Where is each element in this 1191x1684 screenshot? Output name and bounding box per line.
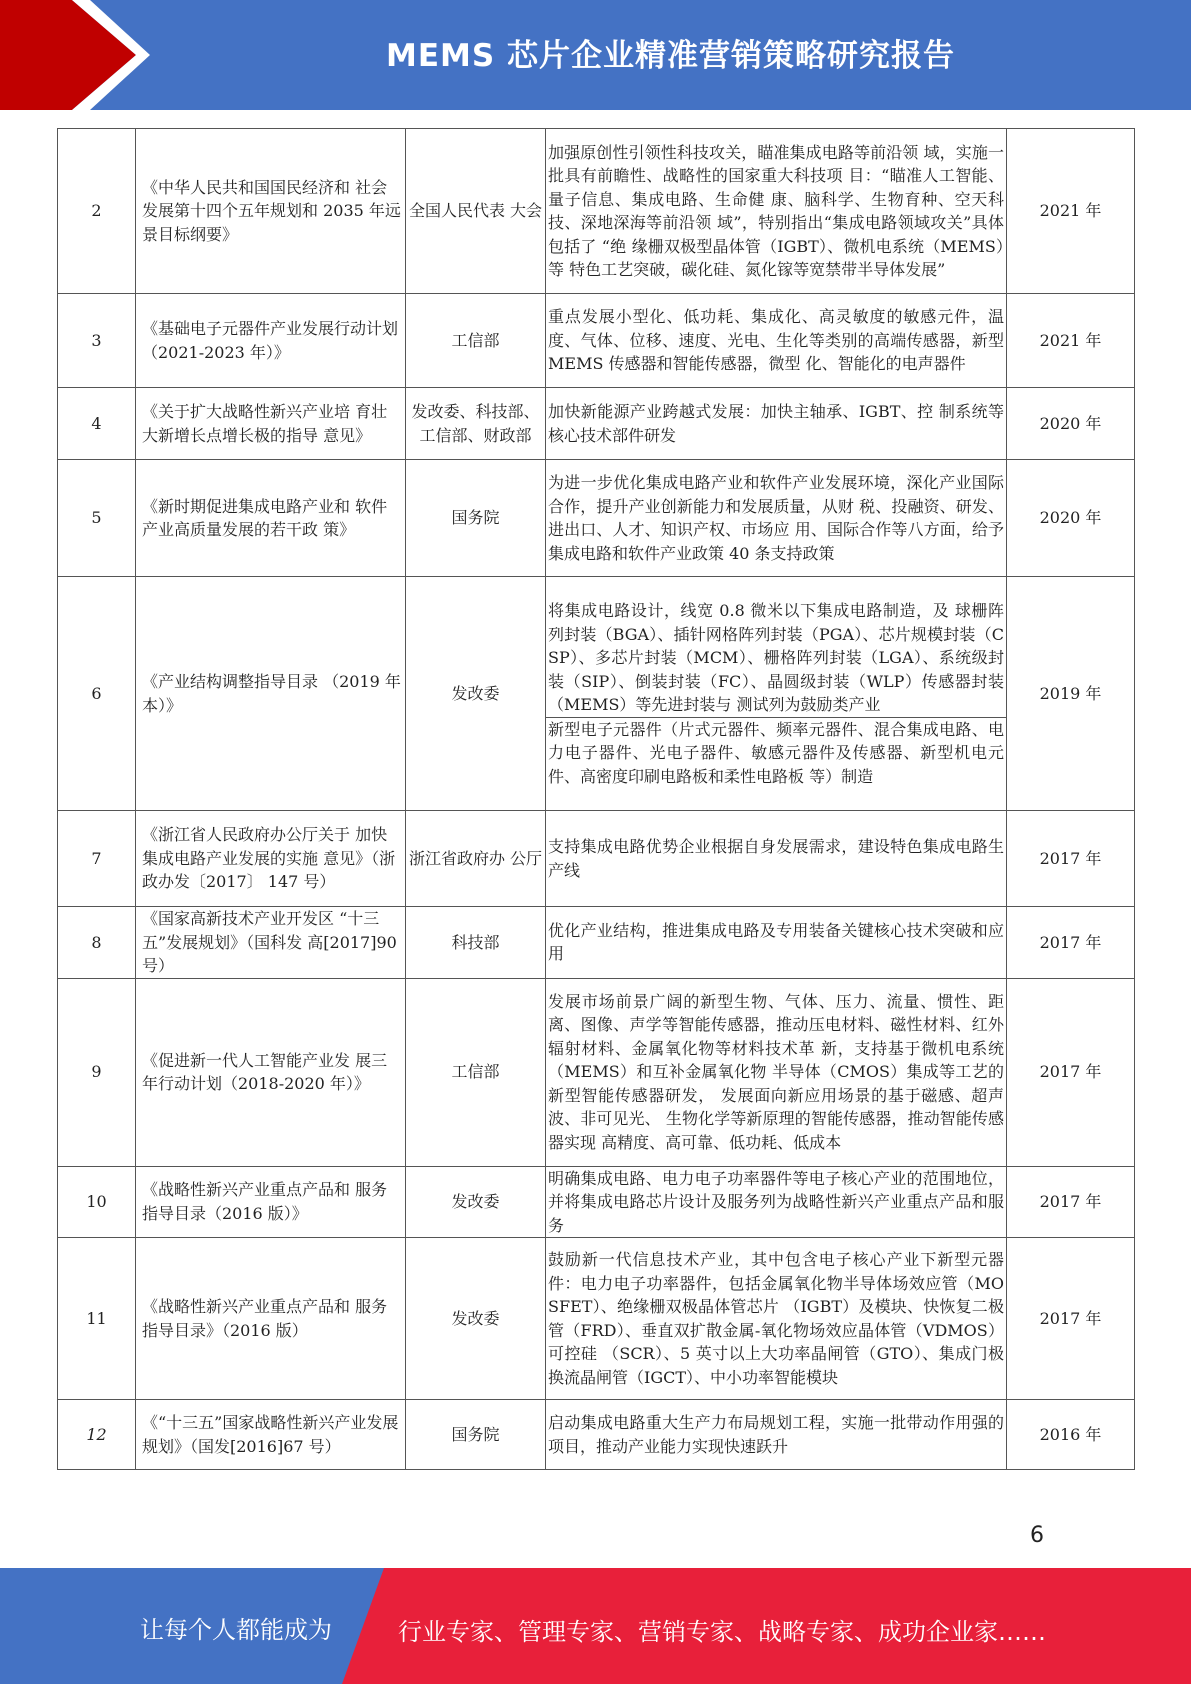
policy-table [57, 128, 1135, 1470]
policy-content: 优化产业结构，推进集成电路及专用装备关键核心技术突破和应用 [546, 907, 1007, 979]
policy-year: 2017 年 [1007, 811, 1135, 907]
policy-year: 2020 年 [1007, 388, 1135, 460]
policy-content: 启动集成电路重大生产力布局规划工程，实施一批带动作用强的项目，推动产业能力实现快速跃升 [546, 1400, 1007, 1470]
row-number: 9 [58, 978, 136, 1166]
row-number: 11 [58, 1238, 136, 1400]
issuing-body: 发改委 [406, 1238, 546, 1400]
policy-document: 《关于扩大战略性新兴产业培 育壮大新增长点增长极的指导 意见》 [136, 388, 406, 460]
policy-content: 加快新能源产业跨越式发展：加快主轴承、IGBT、控 制系统等核心技术部件研发 [546, 388, 1007, 460]
policy-content [546, 577, 1007, 811]
policy-content: 为进一步优化集成电路产业和软件产业发展环境，深化产业国际合作，提升产业创新能力和发展质量，从财 税、投融资、研发、进出口、人才、知识产权、市场应 用、国际合作等八方面，给予集成电路和软件产业政策 40 条支持政策 [546, 460, 1007, 577]
row-number: 5 [58, 460, 136, 577]
table-row [58, 460, 1135, 577]
policy-document: 《浙江省人民政府办公厅关于 加快集成电路产业发展的实施 意见》（浙政办发〔2017〕 147 号） [136, 811, 406, 907]
issuing-body: 科技部 [406, 907, 546, 979]
row-number: 3 [58, 294, 136, 388]
row-number: 10 [58, 1166, 136, 1238]
policy-content: 鼓励新一代信息技术产业，其中包含电子核心产业下新型元器件：电力电子功率器件，包括金属氧化物半导体场效应管（MOSFET）、绝缘栅双极晶体管芯片 （IGBT）及模块、快恢复二极管（FRD）、垂直双扩散金属-氧化物场效应晶体管（VDMOS）可控硅 （SCR）、5 英寸以上大功率晶闸管（GTO）、集成门极 换流晶闸管（IGCT）、中小功率智能模块 [546, 1238, 1007, 1400]
policy-content: 重点发展小型化、低功耗、集成化、高灵敏度的敏感元件，温度、气体、位移、速度、光电、生化等类别的高端传感器，新型 MEMS 传感器和智能传感器，微型 化、智能化的电声器件 [546, 294, 1007, 388]
policy-content: 发展市场前景广阔的新型生物、气体、压力、流量、惯性、距离、图像、声学等智能传感器，推动压电材料、磁性材料、红外辐射材料、金属氧化物等材料技术革 新，支持基于微机电系统（MEMS）和互补金属氧化物 半导体（CMOS）集成等工艺的新型智能传感器研发， 发展面向新应用场景的基于磁感、超声波、非可见光、 生物化学等新原理的智能传感器，推动智能传感器实现 高精度、高可靠、低功耗、低成本 [546, 978, 1007, 1166]
table-row [58, 907, 1135, 979]
row-number: 7 [58, 811, 136, 907]
header-banner [0, 0, 1191, 110]
table-row [58, 978, 1135, 1166]
policy-content: 加强原创性引领性科技攻关，瞄准集成电路等前沿领 域，实施一批具有前瞻性、战略性的国家重大科技项 目：“瞄准人工智能、量子信息、集成电路、生命健 康、脑科学、生物育种、空天科技、深地深海等前沿领 域”，特别指出“集成电路领域攻关”具体包括了 “绝 缘栅双极型晶体管（IGBT）、微机电系统（MEMS）等 特色工艺突破，碳化硅、氮化镓等宽禁带半导体发展” [546, 129, 1007, 294]
policy-document: 《中华人民共和国国民经济和 社会发展第十四个五年规划和 2035 年远景目标纲要》 [136, 129, 406, 294]
policy-content-part: 将集成电路设计，线宽 0.8 微米以下集成电路制造，及 球栅阵列封装（BGA）、插针网格阵列封装（PGA）、芯片规模封装（CSP）、多芯片封装（MCM）、栅格阵列封装（LGA）、系统级封装（SIP）、倒装封装（FC）、晶圆级封装（WLP）传感器封装（MEMS）等先进封装与 测试列为鼓励类产业 [546, 599, 1006, 718]
issuing-body: 国务院 [406, 1400, 546, 1470]
policy-document: 《促进新一代人工智能产业发 展三年行动计划（2018-2020 年）》 [136, 978, 406, 1166]
policy-year: 2021 年 [1007, 294, 1135, 388]
footer-slogan-left: 让每个人都能成为 [140, 1616, 332, 1644]
table-row [58, 388, 1135, 460]
policy-content: 明确集成电路、电力电子功率器件等电子核心产业的范围地位，并将集成电路芯片设计及服务列为战略性新兴产业重点产品和服务 [546, 1166, 1007, 1238]
policy-year: 2021 年 [1007, 129, 1135, 294]
policy-document: 《战略性新兴产业重点产品和 服务指导目录（2016 版）》 [136, 1166, 406, 1238]
footer-slogan-right: 行业专家、管理专家、营销专家、战略专家、成功企业家…… [398, 1618, 1046, 1646]
table-row [58, 1400, 1135, 1470]
policy-year: 2019 年 [1007, 577, 1135, 811]
policy-document: 《“十三五”国家战略性新兴产业发展规划》（国发[2016]67 号） [136, 1400, 406, 1470]
policy-document: 《战略性新兴产业重点产品和 服务指导目录》（2016 版） [136, 1238, 406, 1400]
issuing-body: 发改委、科技部、工信部、财政部 [406, 388, 546, 460]
issuing-body: 国务院 [406, 460, 546, 577]
table-row [58, 129, 1135, 294]
table-row [58, 1238, 1135, 1400]
policy-year: 2017 年 [1007, 907, 1135, 979]
policy-document: 《新时期促进集成电路产业和 软件产业高质量发展的若干政 策》 [136, 460, 406, 577]
row-number: 4 [58, 388, 136, 460]
policy-content-part: 新型电子元器件（片式元器件、频率元器件、混合集成电路、电力电子器件、光电子器件、敏感元器件及传感器、新型机电元件、高密度印刷电路板和柔性电路板 等）制造 [548, 719, 1004, 786]
issuing-body: 工信部 [406, 294, 546, 388]
report-title: MEMS 芯片企业精准营销策略研究报告 [386, 38, 955, 74]
row-number: 12 [58, 1400, 136, 1470]
issuing-body: 全国人民代表 大会 [406, 129, 546, 294]
policy-year: 2017 年 [1007, 1166, 1135, 1238]
issuing-body: 发改委 [406, 1166, 546, 1238]
row-number: 8 [58, 907, 136, 979]
policy-document: 《基础电子元器件产业发展行动计划（2021-2023 年）》 [136, 294, 406, 388]
policy-year: 2017 年 [1007, 978, 1135, 1166]
table-row [58, 1166, 1135, 1238]
footer-banner [0, 1568, 1191, 1684]
table-row [58, 811, 1135, 907]
policy-content: 支持集成电路优势企业根据自身发展需求，建设特色集成电路生产线 [546, 811, 1007, 907]
policy-document: 《产业结构调整指导目录 （2019 年本）》 [136, 577, 406, 811]
table-row [58, 294, 1135, 388]
policy-year: 2017 年 [1007, 1238, 1135, 1400]
policy-year: 2016 年 [1007, 1400, 1135, 1470]
policy-document: 《国家高新技术产业开发区 “十三五”发展规划》（国科发 高[2017]90 号） [136, 907, 406, 979]
arrow-decoration-icon [0, 0, 150, 110]
table-row [58, 577, 1135, 811]
issuing-body: 发改委 [406, 577, 546, 811]
row-number: 2 [58, 129, 136, 294]
issuing-body: 浙江省政府办 公厅 [406, 811, 546, 907]
row-number: 6 [58, 577, 136, 811]
issuing-body: 工信部 [406, 978, 546, 1166]
policy-year: 2020 年 [1007, 460, 1135, 577]
page-number: 6 [1030, 1523, 1044, 1548]
